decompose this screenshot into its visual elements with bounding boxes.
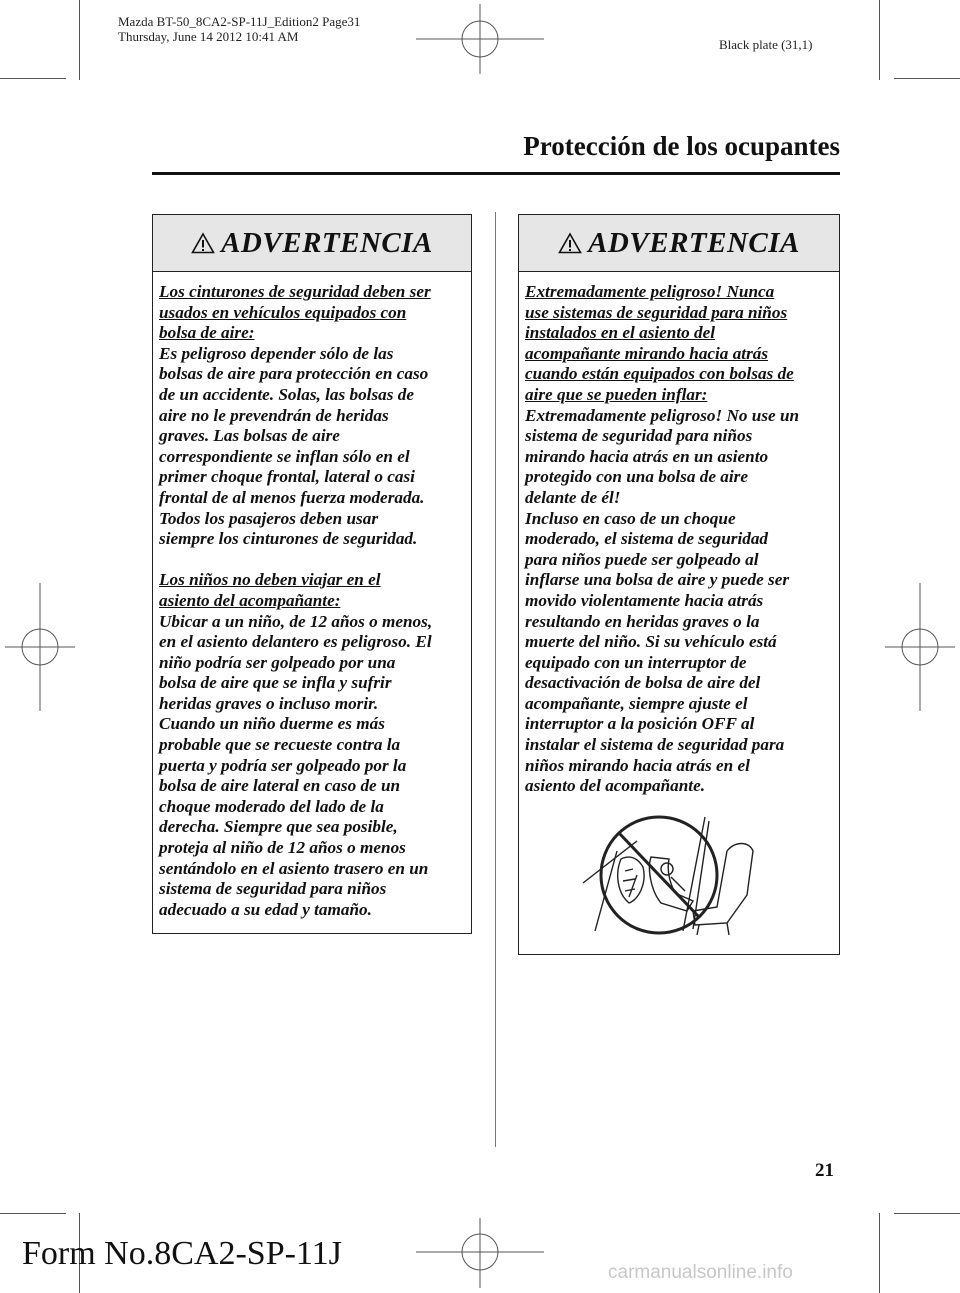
title-rule xyxy=(152,172,840,175)
warning-box-right xyxy=(518,214,840,955)
warning-title: ADVERTENCIA xyxy=(221,226,433,259)
watermark: carmanualsonline.info xyxy=(608,1262,793,1283)
warning-header xyxy=(519,215,839,272)
file-info-line1: Mazda BT-50_8CA2-SP-11J_Edition2 Page31 xyxy=(118,14,361,29)
warning-body xyxy=(153,272,471,920)
warning-title: ADVERTENCIA xyxy=(588,226,800,259)
warning-body xyxy=(519,272,839,939)
page-number: 21 xyxy=(815,1160,834,1181)
section-title: Protección de los ocupantes xyxy=(523,131,840,161)
warning-subheading: Extremadamente peligroso! Nunca use sistemas de seguridad para niños instalados en el asiento del acompañante mirando hacia atrás cuando están equipados con bolsas de aire que se pueden inflar: xyxy=(525,282,794,404)
form-number: Form No.8CA2-SP-11J xyxy=(22,1235,342,1272)
warning-paragraph: Ubicar a un niño, de 12 años o menos, en el asiento delantero es peligroso. El niño podría ser golpeado por una bolsa de aire que se infla y sufrir heridas graves o incluso morir. Cuando un niño duerme es más probable que se recueste contra la puerta y podría ser golpeado por la bolsa de aire lateral en caso de un choque moderado del lado de la derecha. Siempre que sea posible, proteja al niño de 12 años o menos sentándolo en el asiento trasero en un sistema de seguridad para niños adecuado a su edad y tamaño. xyxy=(159,611,433,919)
warning-subheading: Los niños no deben viajar en el asiento del acompañante: xyxy=(159,570,381,610)
warning-paragraph: Extremadamente peligroso! No use un sistema de seguridad para niños mirando hacia atrás en un asiento protegido con una bolsa de aire delante de él! Incluso en caso de un choque moderado, el sistema de seguridad para niños puede ser golpeado al inflarse una bolsa de aire y puede ser movido violentamente hacia atrás resultando en heridas graves o la muerte del niño. Si su vehículo está equipado con un interruptor de desactivación de bolsa de aire del acompañante, siempre ajuste el interruptor a la posición OFF al instalar el sistema de seguridad para niños mirando hacia atrás en el asiento del acompañante. xyxy=(525,405,800,796)
warning-box-left xyxy=(152,214,472,934)
warning-paragraph: Es peligroso depender sólo de las bolsas de aire para protección en caso de un accidente. Solas, las bolsas de aire no le prevendrán de heridas graves. Las bolsas de aire correspondiente se inflan sólo en el primer choque frontal, lateral o casi frontal de al menos fuerza moderada. Todos los pasajeros deben usar siempre los cinturones de seguridad. xyxy=(159,343,429,549)
plate-label: Black plate (31,1) xyxy=(719,37,813,52)
warning-triangle-icon xyxy=(191,232,215,254)
warning-triangle-icon xyxy=(558,232,582,254)
warning-header xyxy=(153,215,471,272)
file-info-line2: Thursday, June 14 2012 10:41 AM xyxy=(118,29,299,44)
prohibited-rear-facing-child-seat-icon xyxy=(577,811,777,939)
warning-subheading: Los cinturones de seguridad deben ser usados en vehículos equipados con bolsa de aire: xyxy=(159,282,431,343)
column-divider xyxy=(495,212,496,1147)
